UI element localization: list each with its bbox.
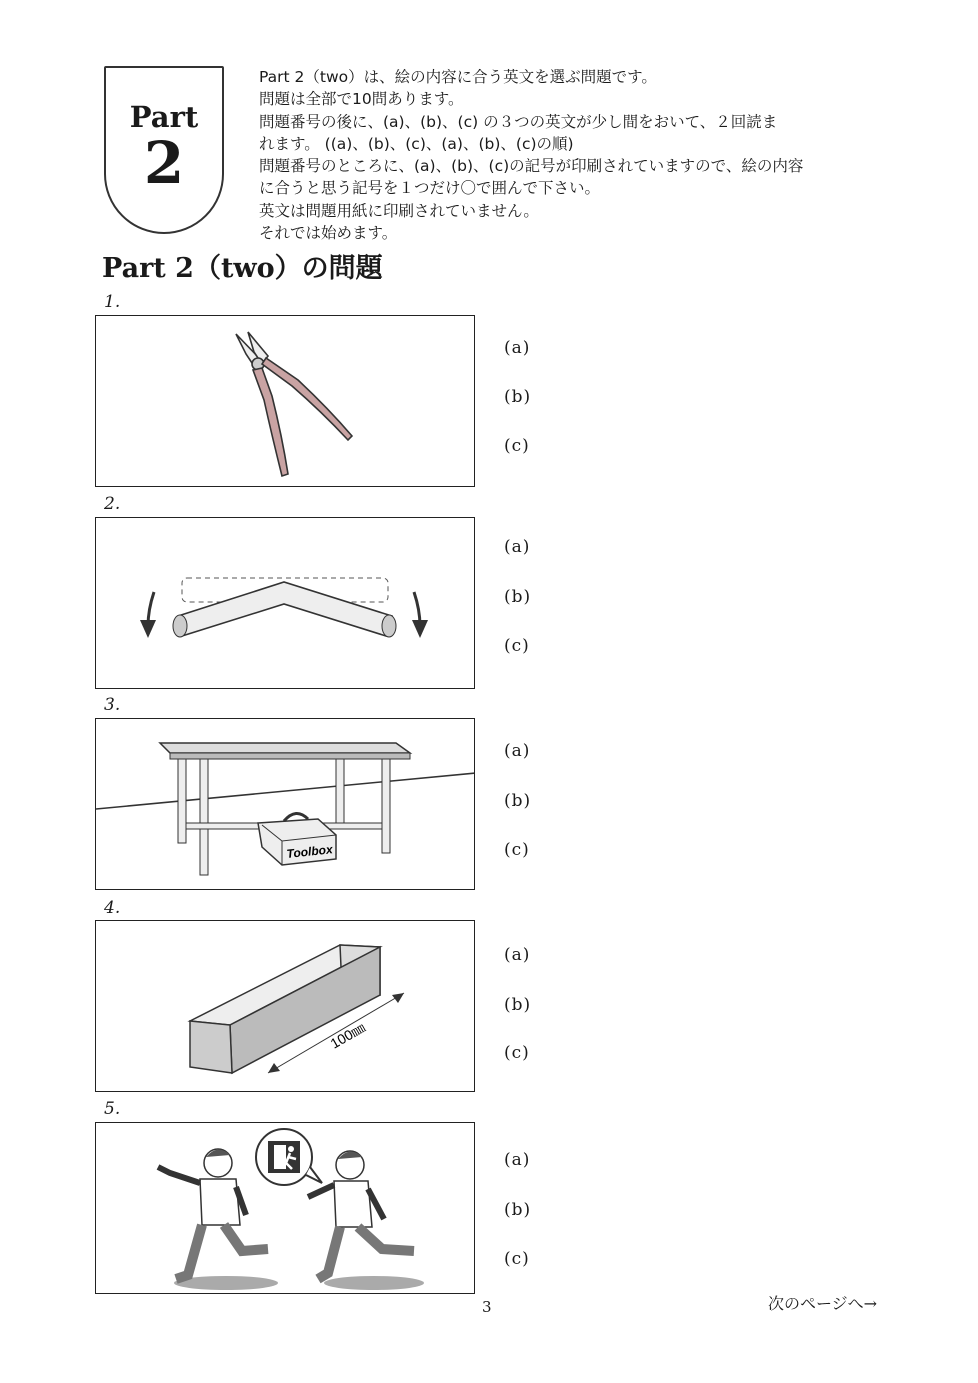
- workbench-illustration: [96, 719, 475, 890]
- wooden-block-illustration: [96, 921, 475, 1092]
- option-a[interactable]: (a): [504, 338, 531, 358]
- instructions: [259, 66, 899, 244]
- part-badge-number: 2: [143, 129, 185, 197]
- question-2-picture: [95, 517, 475, 689]
- next-page-indicator: 次のページへ→: [768, 1294, 878, 1313]
- question-3-picture: [95, 718, 475, 890]
- running-to-exit-illustration: [96, 1123, 475, 1294]
- bent-pipe-illustration: [96, 518, 475, 689]
- question-4-picture: [95, 920, 475, 1092]
- option-a[interactable]: (a): [504, 1150, 531, 1170]
- instruction-line: 問題番号の後に、(a)、(b)、(c) の３つの英文が少し間をおいて、２回読ま: [259, 112, 778, 131]
- toolbox-label: Toolbox: [285, 842, 334, 861]
- option-c[interactable]: (c): [504, 636, 530, 656]
- option-c[interactable]: (c): [504, 1249, 530, 1269]
- option-b[interactable]: (b): [504, 587, 532, 607]
- question-number: 1.: [104, 292, 121, 312]
- length-label: 100㎜: [327, 1019, 368, 1052]
- question-number: 5.: [104, 1099, 121, 1119]
- option-c[interactable]: (c): [504, 436, 530, 456]
- instruction-line: に合うと思う記号を１つだけ〇で囲んで下さい。: [259, 179, 601, 198]
- question-5-picture: [95, 1122, 475, 1294]
- instruction-line: それでは始めます。: [259, 224, 398, 243]
- instruction-line: 問題番号のところに、(a)、(b)、(c)の記号が印刷されていますので、絵の内容: [259, 157, 804, 176]
- instruction-line: Part 2（two）は、絵の内容に合う英文を選ぶ問題です。: [259, 68, 657, 86]
- question-number: 2.: [104, 494, 121, 514]
- option-c[interactable]: (c): [504, 1043, 530, 1063]
- option-c[interactable]: (c): [504, 840, 530, 860]
- instruction-line: 英文は問題用紙に印刷されていません。: [259, 201, 539, 220]
- instruction-line: 問題は全部で10問あります。: [259, 90, 464, 109]
- question-number: 4.: [104, 898, 121, 918]
- option-a[interactable]: (a): [504, 741, 531, 761]
- option-b[interactable]: (b): [504, 1200, 532, 1220]
- option-a[interactable]: (a): [504, 537, 531, 557]
- question-1-picture: [95, 315, 475, 487]
- option-a[interactable]: (a): [504, 945, 531, 965]
- question-number: 3.: [104, 695, 121, 715]
- option-b[interactable]: (b): [504, 995, 532, 1015]
- part-badge-word: Part: [129, 100, 199, 134]
- option-b[interactable]: (b): [504, 791, 532, 811]
- instruction-line: れます。 ((a)、(b)、(c)、(a)、(b)、(c)の順): [259, 134, 574, 153]
- pliers-illustration: [96, 316, 475, 487]
- option-b[interactable]: (b): [504, 387, 532, 407]
- section-title: Part 2（two）の問題: [102, 253, 383, 284]
- part-badge: [104, 66, 224, 234]
- page-number: 3: [482, 1298, 492, 1316]
